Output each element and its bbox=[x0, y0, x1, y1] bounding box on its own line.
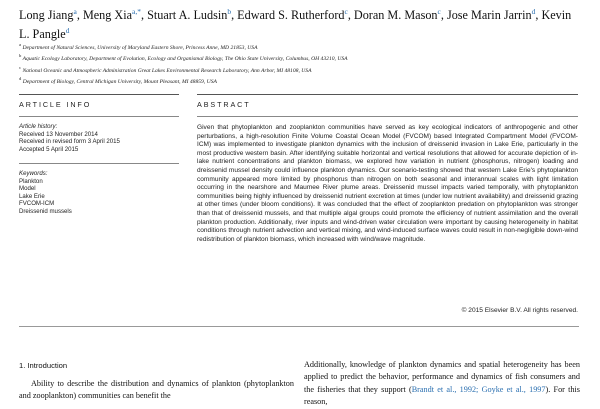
affiliation-text: National Oceanic and Atmospheric Administration Great Lakes Environmental Research Laboratory, Ann Arbor, MI 48108, USA bbox=[22, 67, 312, 74]
abstract-rule bbox=[197, 94, 578, 95]
article-history-label: Article history: bbox=[19, 123, 58, 130]
author-name: Long Jiang bbox=[19, 8, 74, 23]
affiliation-mark: b bbox=[19, 53, 22, 59]
keywords-block bbox=[19, 170, 179, 216]
affiliation-mark: d bbox=[19, 76, 22, 82]
affiliation-mark: c bbox=[19, 64, 22, 70]
keyword-item: Model bbox=[19, 185, 36, 193]
affiliation-text: Department of Biology, Central Michigan University, Mount Pleasant, MI 48859, USA bbox=[22, 79, 217, 86]
author-affiliation-mark[interactable]: a,* bbox=[132, 7, 141, 16]
affiliation-line bbox=[19, 75, 579, 86]
author-name: Kevin L. Pangle bbox=[19, 8, 572, 42]
affiliation-text: Aquatic Ecology Laboratory, Department of Evolution, Ecology and Organismal Biology, The Ohio State University, Columbus, OH 43210, USA bbox=[22, 56, 348, 63]
keyword-item: Lake Erie bbox=[19, 192, 45, 200]
author-name: Meng Xia bbox=[82, 8, 133, 23]
author-affiliation-mark[interactable]: b bbox=[227, 7, 232, 16]
history-revised: Received in revised form 3 April 2015 bbox=[19, 138, 120, 146]
intro-left-column bbox=[19, 378, 294, 403]
author-affiliation-mark[interactable]: c bbox=[344, 7, 348, 16]
author-name: Edward S. Rutherford bbox=[237, 8, 345, 23]
keyword-item: Plankton bbox=[19, 177, 43, 185]
article-info-subrule bbox=[19, 116, 179, 117]
copyright-notice: © 2015 Elsevier B.V. All rights reserved. bbox=[461, 307, 578, 314]
author-affiliation-mark[interactable]: c bbox=[437, 7, 441, 16]
history-keywords-divider bbox=[19, 163, 179, 164]
keywords-label: Keywords: bbox=[19, 170, 48, 177]
affiliation-line bbox=[19, 41, 579, 52]
abstract-bottom-rule bbox=[19, 326, 579, 327]
intro-right-text-end: ). For this reason, bbox=[304, 384, 580, 407]
author-affiliation-mark[interactable]: d bbox=[65, 26, 70, 36]
citation-link[interactable]: Brandt et al., 1992; Goyke et al., 1997 bbox=[411, 384, 546, 394]
affiliation-text: Department of Natural Sciences, University of Maryland Eastern Shore, Princess Anne, MD 21853, USA bbox=[22, 44, 258, 51]
affiliation-mark: a bbox=[19, 42, 22, 47]
author-affiliation-mark[interactable]: d bbox=[531, 7, 536, 16]
author-list: Long Jiang$^a$, Meng Xia$^{a,*}$, Stuart A. Ludsin$^b$, Edward S. Rutherford$^c$, Doran M. Mason$^c$, Jose Marin Jarrin$^d$, Kevin L. Pangle$^d$ bbox=[19, 7, 572, 42]
keyword-item: Dreissenid mussels bbox=[19, 207, 72, 215]
keyword-item: FVCOM-ICM bbox=[19, 200, 55, 208]
author-name: Stuart A. Ludsin bbox=[147, 8, 228, 23]
history-accepted: Accepted 5 April 2015 bbox=[19, 145, 79, 153]
history-received: Received 13 November 2014 bbox=[19, 130, 98, 138]
author-affiliation-mark[interactable]: a bbox=[73, 7, 77, 16]
intro-right-column bbox=[304, 359, 580, 409]
abstract-subrule bbox=[197, 116, 578, 117]
introduction-heading: 1. Introduction bbox=[19, 361, 68, 370]
article-info-rule bbox=[19, 94, 179, 95]
article-history bbox=[19, 123, 179, 153]
author-name: Jose Marin Jarrin bbox=[446, 8, 532, 23]
abstract-text: Given that phytoplankton and zooplankton communities have served as key ecological indicators of anthropogenic and other perturbations, a high-resolution Finite Volume Coastal Ocean Model (FVCOM) based Integrated Compartment Model (FVCOM-ICM) was implemented to investigate plankton dynamics with the inclusion of dreissenid invasion in Lake Erie, particularly in the most productive western basin. After identifying suitable horizontal and vertical resolutions that allowed for accurate depiction of in-lake nutrient concentrations and plankton biomass, we explored how variation in nutrient (phosphorus, nitrogen) loading and dreissenid mussel density could influence plankton dynamics. Our scenario-testing showed that western Lake Erie's phytoplankton community appeared more limited by phosphorus than nitrogen on both seasonal and interannual scales with light limitation occurring in the nearshore and Maumee River plume areas. Dreissenid mussel impacts varied temporally, with phytoplankton communities being highly influenced by dreissenid nutrient excretion at times (under low nutrient availability) and dreissenid grazing at other times (under bloom conditions). It was concluded that the effect of zooplankton predation on phytoplankton was stronger than that of dreissenid mussels, and that multiple algal groups could promote the efficiency of nutrient assimilation and the overall plankton production. Additionally, river inputs and wind-driven water circulation were important by causing heterogeneity in habitat conditions through nutrient advection and vertical mixing, and wind-induced surface waves could result in non-negligible down-wind redistribution of plankton biomass, which increased with wind/wave magnitude. bbox=[197, 124, 578, 243]
abstract-body bbox=[197, 124, 578, 244]
affiliation-line bbox=[19, 64, 579, 75]
affiliation-line bbox=[19, 52, 579, 63]
abstract-heading: ABSTRACT bbox=[197, 100, 251, 109]
affiliation-list bbox=[19, 41, 579, 87]
author-name: Doran M. Mason bbox=[353, 8, 438, 23]
article-info-heading: ARTICLE INFO bbox=[19, 100, 92, 109]
intro-left-text: Ability to describe the distribution and dynamics of plankton (phytoplankton and zooplankton) communities can benefit the bbox=[19, 379, 294, 401]
intro-right-text: Additionally, knowledge of plankton dynamics and spatial heterogeneity has been applied to predict the behavior, performance and dynamics of fish consumers and the fisheries that they support ( bbox=[304, 360, 580, 394]
